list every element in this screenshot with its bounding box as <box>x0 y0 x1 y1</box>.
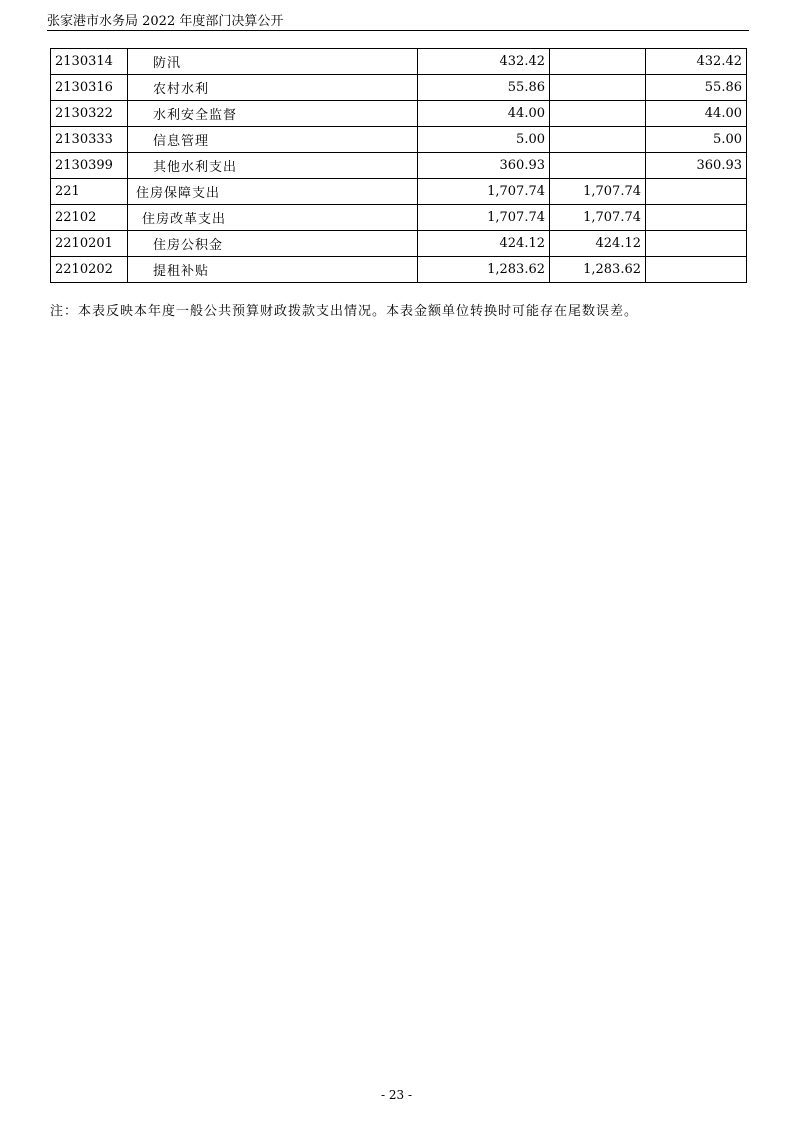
subject-name-cell: 农村水利 <box>128 75 418 101</box>
project-expenditure-cell: 5.00 <box>646 127 747 153</box>
project-expenditure-cell: 55.86 <box>646 75 747 101</box>
table-note: 注：本表反映本年度一般公共预算财政拨款支出情况。本表金额单位转换时可能存在尾数误差。 <box>50 304 639 319</box>
subject-code-cell: 2130333 <box>51 127 128 153</box>
subject-code-cell: 2130322 <box>51 101 128 127</box>
table-row <box>51 231 747 257</box>
table-row <box>51 205 747 231</box>
subject-code-cell: 221 <box>51 179 128 205</box>
project-expenditure-cell: 432.42 <box>646 49 747 75</box>
project-expenditure-cell: 360.93 <box>646 153 747 179</box>
total-amount-cell: 1,283.62 <box>418 257 550 283</box>
basic-expenditure-cell: 1,707.74 <box>550 205 646 231</box>
page-number: - 23 - <box>380 1088 412 1102</box>
total-amount-cell: 1,707.74 <box>418 179 550 205</box>
subject-code-cell: 2210202 <box>51 257 128 283</box>
subject-code-cell: 2210201 <box>51 231 128 257</box>
project-expenditure-cell <box>646 257 747 283</box>
basic-expenditure-cell <box>550 49 646 75</box>
subject-name-cell: 水利安全监督 <box>128 101 418 127</box>
document-header-title: 张家港市水务局 2022 年度部门决算公开 <box>47 14 284 29</box>
header-divider <box>47 30 749 31</box>
table-row <box>51 179 747 205</box>
total-amount-cell: 432.42 <box>418 49 550 75</box>
total-amount-cell: 44.00 <box>418 101 550 127</box>
project-expenditure-cell <box>646 179 747 205</box>
subject-name-cell: 住房公积金 <box>128 231 418 257</box>
subject-code-cell: 2130314 <box>51 49 128 75</box>
basic-expenditure-cell: 424.12 <box>550 231 646 257</box>
table-row <box>51 127 747 153</box>
subject-name-cell: 住房保障支出 <box>128 179 418 205</box>
subject-name-cell: 信息管理 <box>128 127 418 153</box>
subject-code-cell: 2130399 <box>51 153 128 179</box>
subject-name-cell: 防汛 <box>128 49 418 75</box>
total-amount-cell: 5.00 <box>418 127 550 153</box>
basic-expenditure-cell <box>550 127 646 153</box>
project-expenditure-cell: 44.00 <box>646 101 747 127</box>
table-row <box>51 257 747 283</box>
subject-name-cell: 住房改革支出 <box>128 205 418 231</box>
total-amount-cell: 1,707.74 <box>418 205 550 231</box>
project-expenditure-cell <box>646 205 747 231</box>
basic-expenditure-cell <box>550 101 646 127</box>
expenditure-table <box>50 48 747 283</box>
basic-expenditure-cell: 1,707.74 <box>550 179 646 205</box>
expenditure-table-body <box>51 49 747 283</box>
basic-expenditure-cell <box>550 75 646 101</box>
subject-name-cell: 其他水利支出 <box>128 153 418 179</box>
total-amount-cell: 360.93 <box>418 153 550 179</box>
project-expenditure-cell <box>646 231 747 257</box>
basic-expenditure-cell <box>550 153 646 179</box>
subject-code-cell: 2130316 <box>51 75 128 101</box>
total-amount-cell: 55.86 <box>418 75 550 101</box>
table-row <box>51 101 747 127</box>
subject-code-cell: 22102 <box>51 205 128 231</box>
subject-name-cell: 提租补贴 <box>128 257 418 283</box>
table-row <box>51 153 747 179</box>
basic-expenditure-cell: 1,283.62 <box>550 257 646 283</box>
table-row <box>51 49 747 75</box>
table-row <box>51 75 747 101</box>
total-amount-cell: 424.12 <box>418 231 550 257</box>
